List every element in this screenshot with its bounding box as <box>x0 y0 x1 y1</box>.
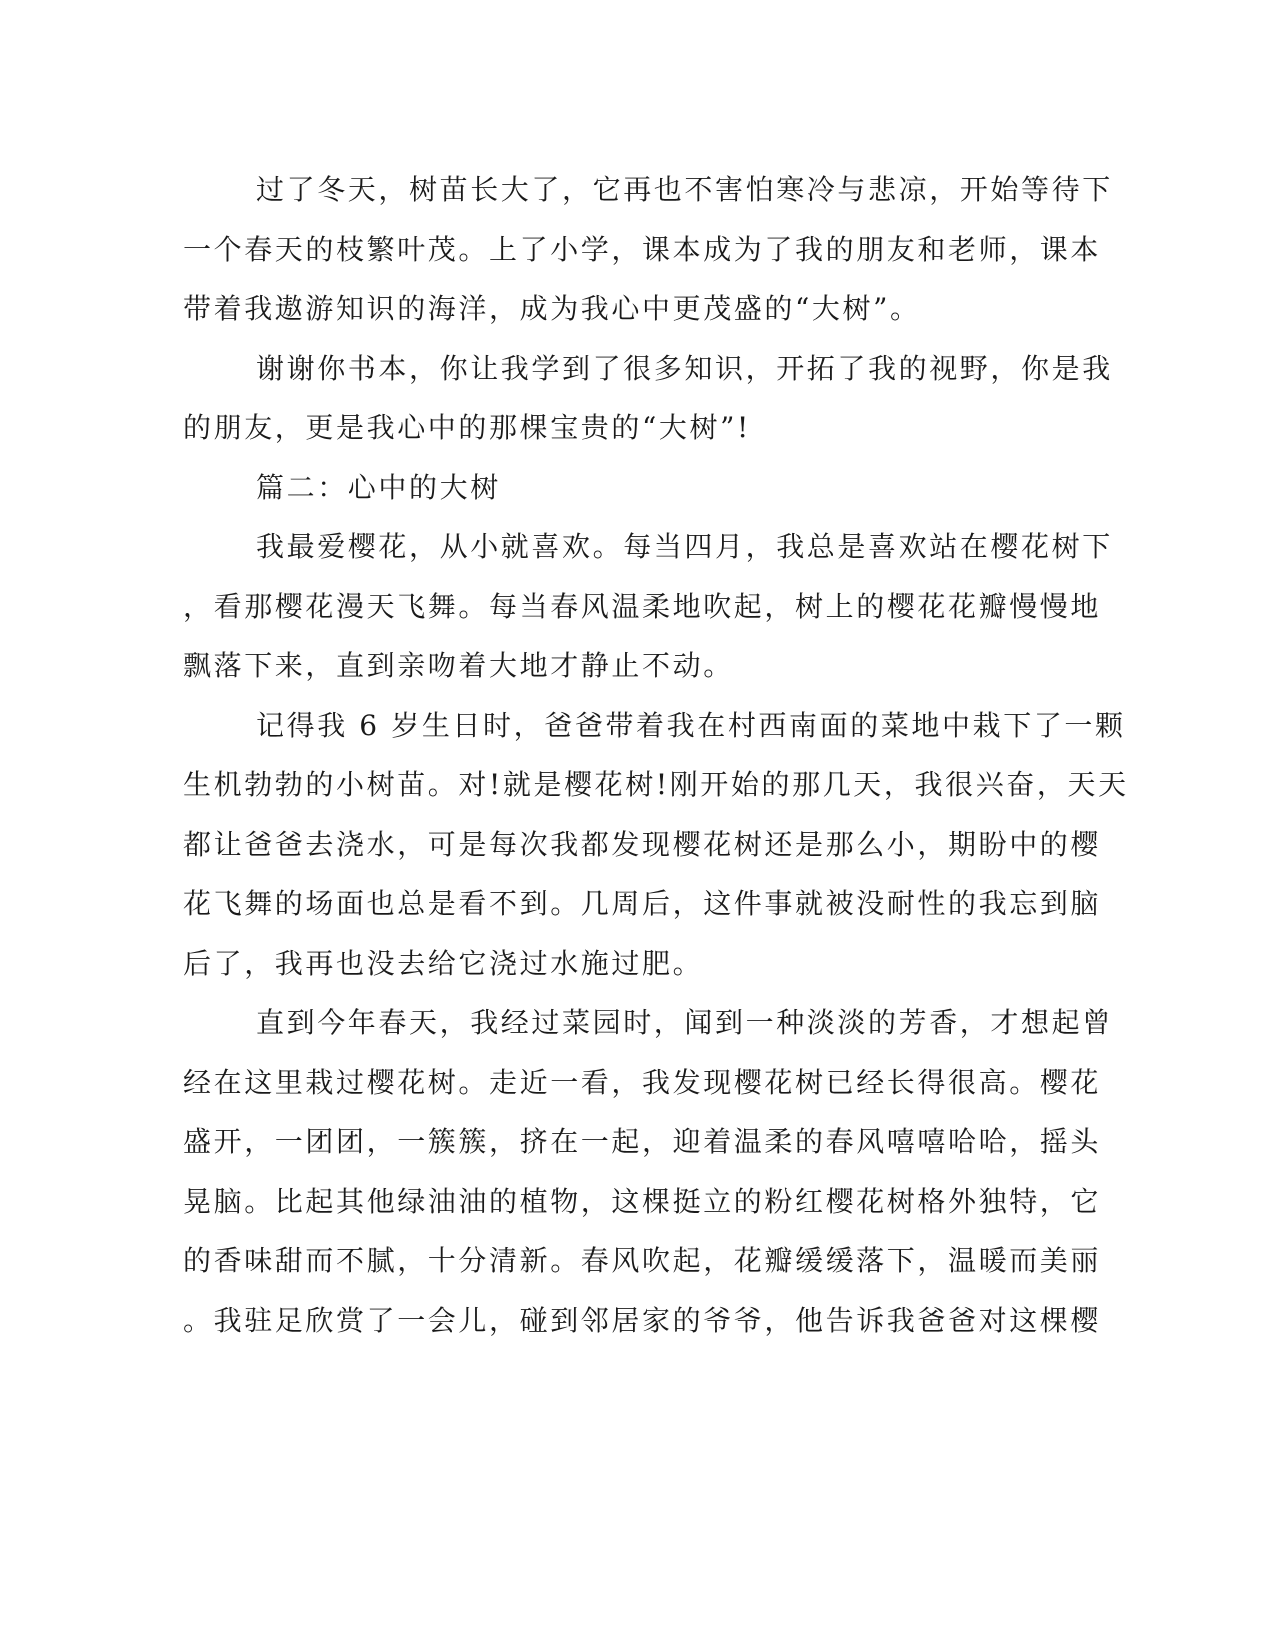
text-line: 花飞舞的场面也总是看不到。几周后，这件事就被没耐性的我忘到脑 <box>183 887 1102 920</box>
text-line: 一个春天的枝繁叶茂。上了小学，课本成为了我的朋友和老师，课本 <box>183 232 1102 266</box>
section-heading: 篇二：心中的大树 <box>256 470 501 504</box>
text-line: 都让爸爸去浇水，可是每次我都发现樱花树还是那么小，期盼中的樱 <box>183 827 1102 861</box>
text-line: 过了冬天，树苗长大了，它再也不害怕寒冷与悲凉，开始等待下 <box>256 173 1113 206</box>
text-line: 记得我 6 岁生日时，爸爸带着我在村西南面的菜地中栽下了一颗 <box>256 708 1126 742</box>
text-line: 。我驻足欣赏了一会儿，碰到邻居家的爷爷，他告诉我爸爸对这棵樱 <box>183 1303 1102 1337</box>
text-line: 带着我遨游知识的海洋，成为我心中更茂盛的“大树”。 <box>183 292 921 325</box>
text-line: 盛开，一团团，一簇簇，挤在一起，迎着温柔的春风嘻嘻哈哈，摇头 <box>183 1125 1102 1158</box>
body-text <box>183 160 1129 1350</box>
text-line: 飘落下来，直到亲吻着大地才静止不动。 <box>183 649 734 682</box>
text-line: 的香味甜而不腻，十分清新。春风吹起，花瓣缓缓落下，温暖而美丽 <box>183 1244 1102 1277</box>
text-line: 生机勃勃的小树苗。对!就是樱花树!刚开始的那几天，我很兴奋，天天 <box>183 768 1129 801</box>
text-line: ，看那樱花漫天飞舞。每当春风温柔地吹起，树上的樱花花瓣慢慢地 <box>183 589 1102 623</box>
text-line: 晃脑。比起其他绿油油的植物，这棵挺立的粉红樱花树格外独特，它 <box>183 1184 1102 1218</box>
text-line: 的朋友，更是我心中的那棵宝贵的“大树”! <box>183 411 751 444</box>
text-line: 直到今年春天，我经过菜园时，闻到一种淡淡的芳香，才想起曾 <box>256 1006 1113 1039</box>
text-line: 后了，我再也没去给它浇过水施过肥。 <box>183 946 704 980</box>
text-line: 我最爱樱花，从小就喜欢。每当四月，我总是喜欢站在樱花树下 <box>256 530 1113 563</box>
text-line: 谢谢你书本，你让我学到了很多知识，开拓了我的视野，你是我 <box>256 351 1113 385</box>
text-line: 经在这里栽过樱花树。走近一看，我发现樱花树已经长得很高。樱花 <box>183 1065 1102 1099</box>
